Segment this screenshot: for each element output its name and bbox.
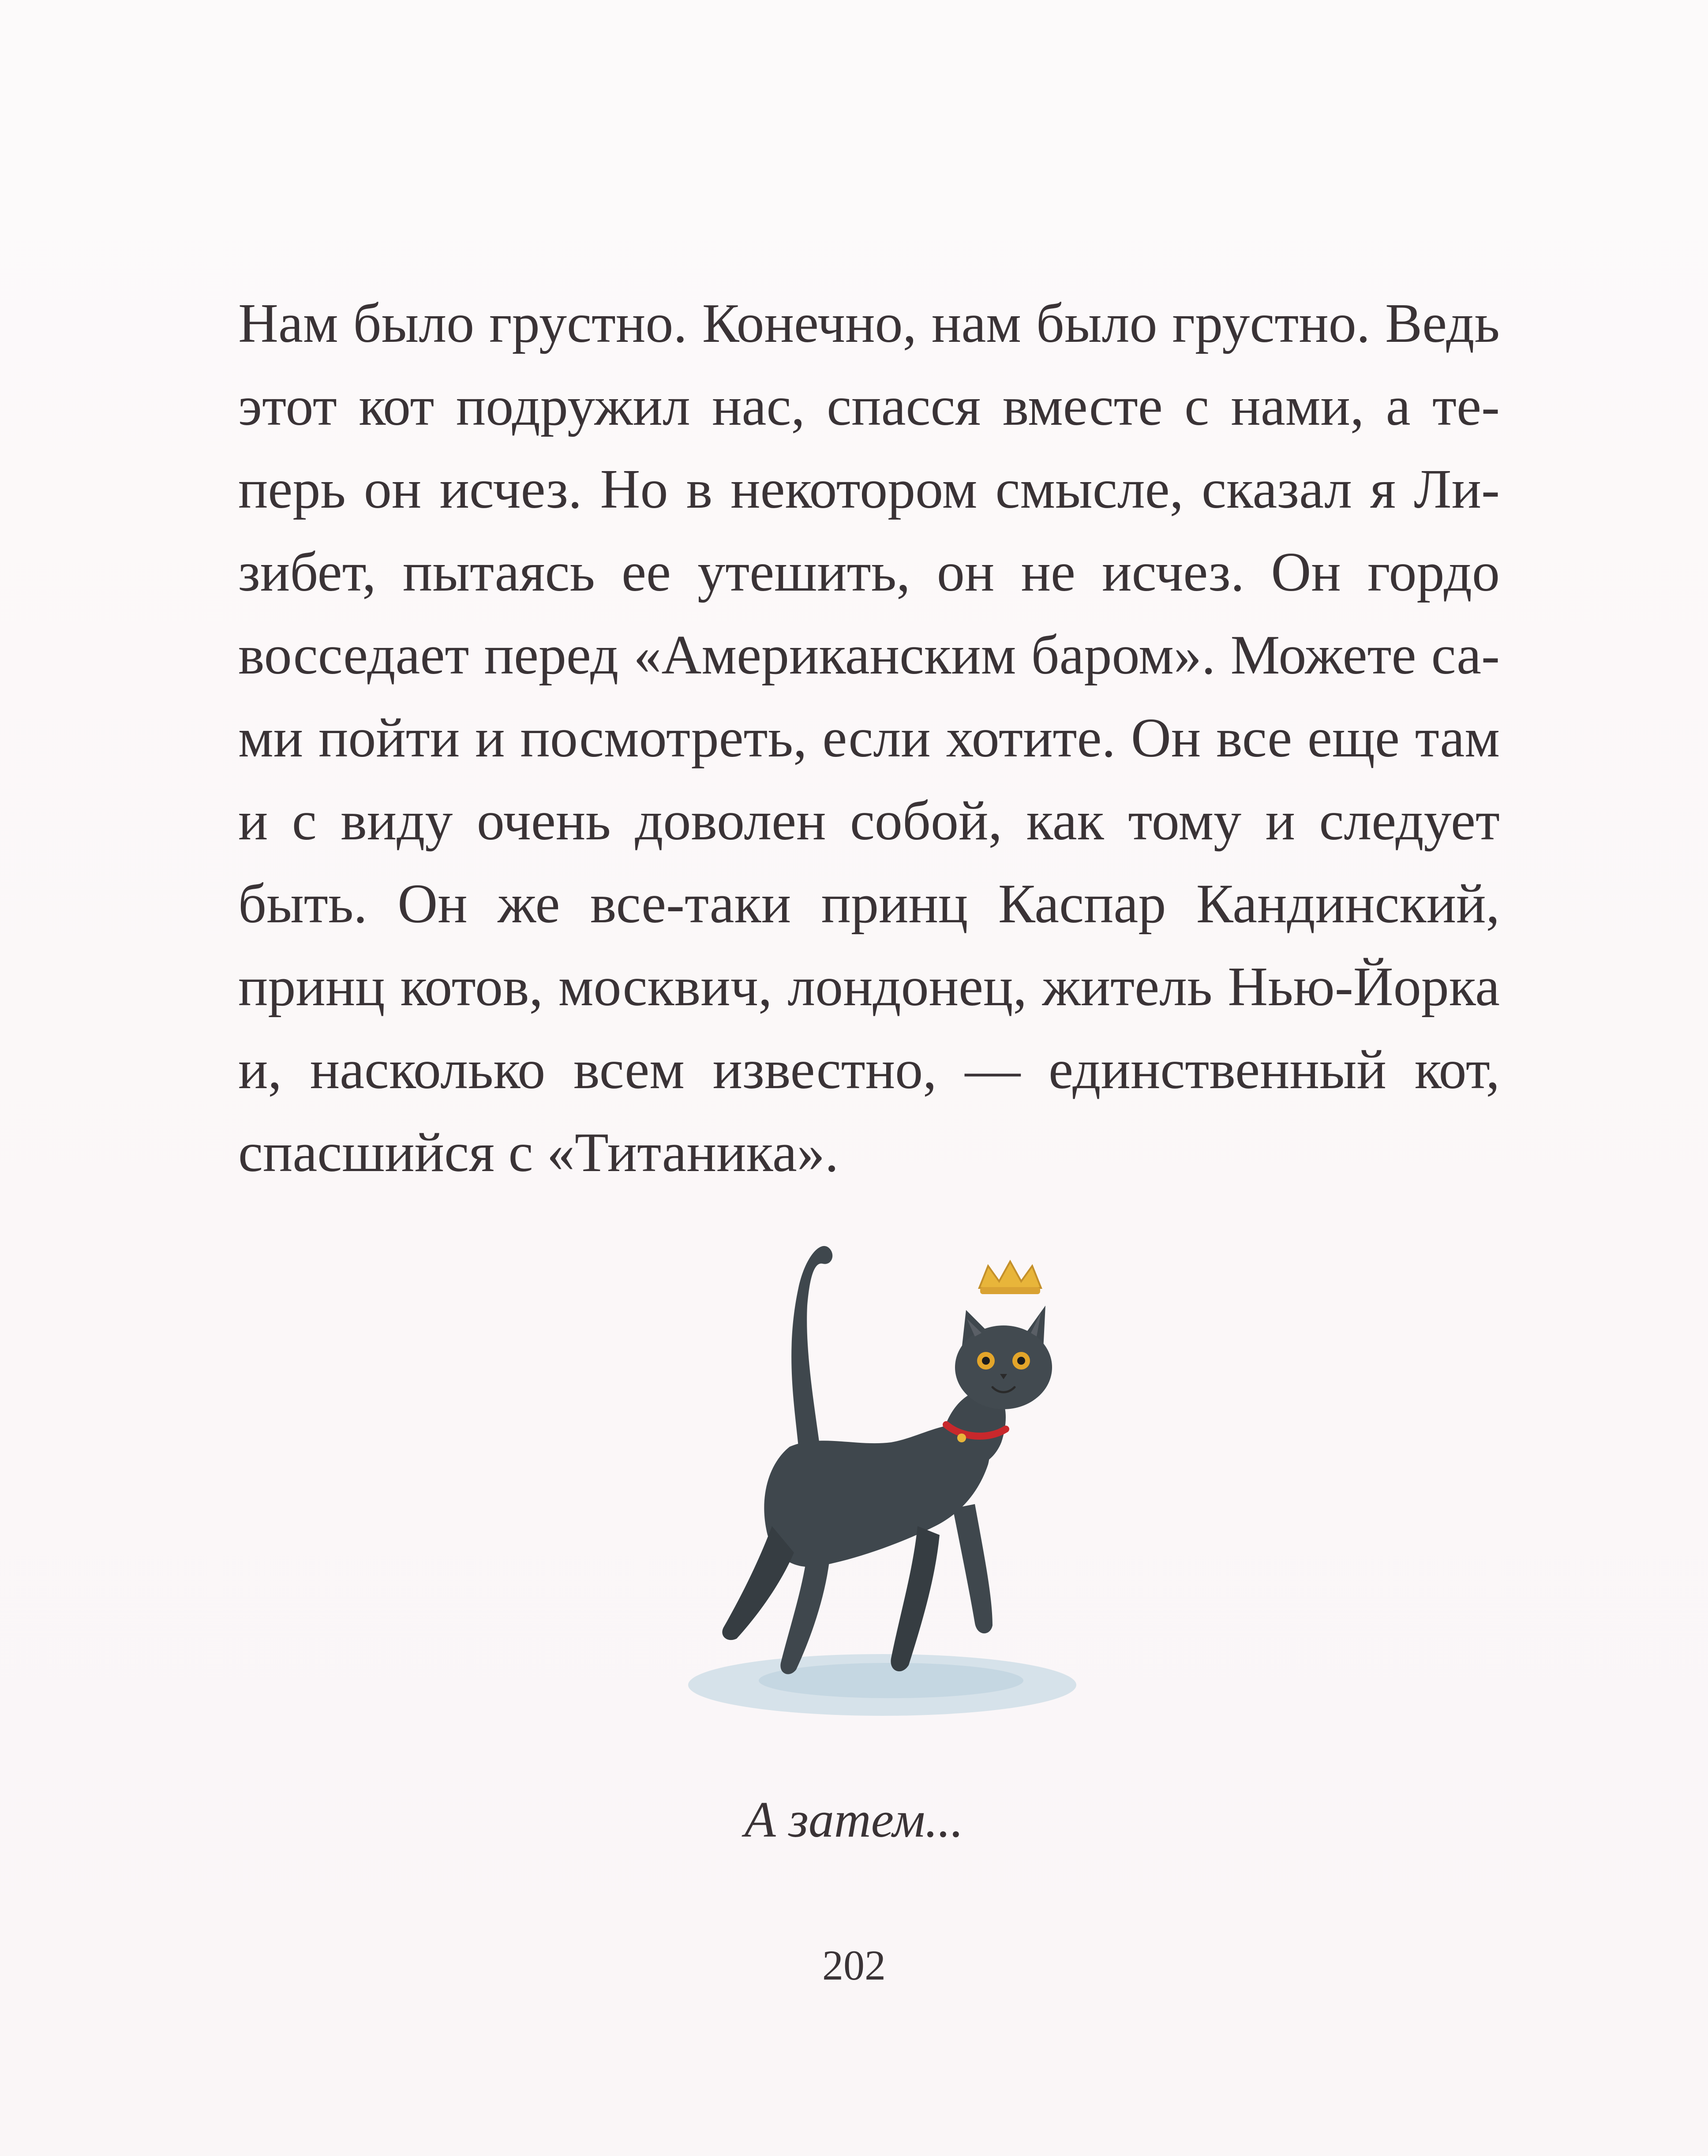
cat-front-leg-right bbox=[953, 1504, 993, 1633]
caption: А затем... bbox=[744, 1792, 964, 1848]
body-paragraph bbox=[238, 282, 1500, 1194]
page-number: 202 bbox=[822, 1942, 886, 1989]
text-line: спасшийся с «Титаника». bbox=[238, 1122, 839, 1183]
text-line: восседает перед «Американским баром». Можете са- bbox=[238, 625, 1500, 686]
crown-icon bbox=[979, 1261, 1041, 1294]
text-line: перь он исчез. Но в некотором смысле, сказал я Ли- bbox=[238, 459, 1500, 520]
text-line: Нам было грустно. Конечно, нам было грустно. Ведь bbox=[238, 293, 1500, 354]
cat-hind-leg-left bbox=[722, 1526, 794, 1640]
text-line: ми пойти и посмотреть, если хотите. Он все еще там bbox=[238, 707, 1500, 769]
cat-head bbox=[955, 1306, 1052, 1409]
ground-shadow-inner bbox=[759, 1663, 1023, 1698]
text-line: зибет, пытаясь ее утешить, он не исчез. Он гордо bbox=[238, 542, 1500, 603]
cat-front-leg-left bbox=[891, 1526, 940, 1671]
cat-tail bbox=[791, 1246, 832, 1451]
text-line: быть. Он же все-таки принц Каспар Кандинский, bbox=[238, 873, 1500, 935]
collar-bell bbox=[957, 1434, 966, 1442]
text-line: принц котов, москвич, лондонец, житель Нью-Йорка bbox=[238, 956, 1500, 1018]
cat-illustration bbox=[653, 1217, 1147, 1738]
text-line: этот кот подружил нас, спасся вместе с нами, а те- bbox=[238, 376, 1500, 437]
text-line: и, насколько всем известно, — единственный кот, bbox=[238, 1039, 1500, 1100]
text-line: и с виду очень доволен собой, как тому и следует bbox=[238, 790, 1500, 852]
